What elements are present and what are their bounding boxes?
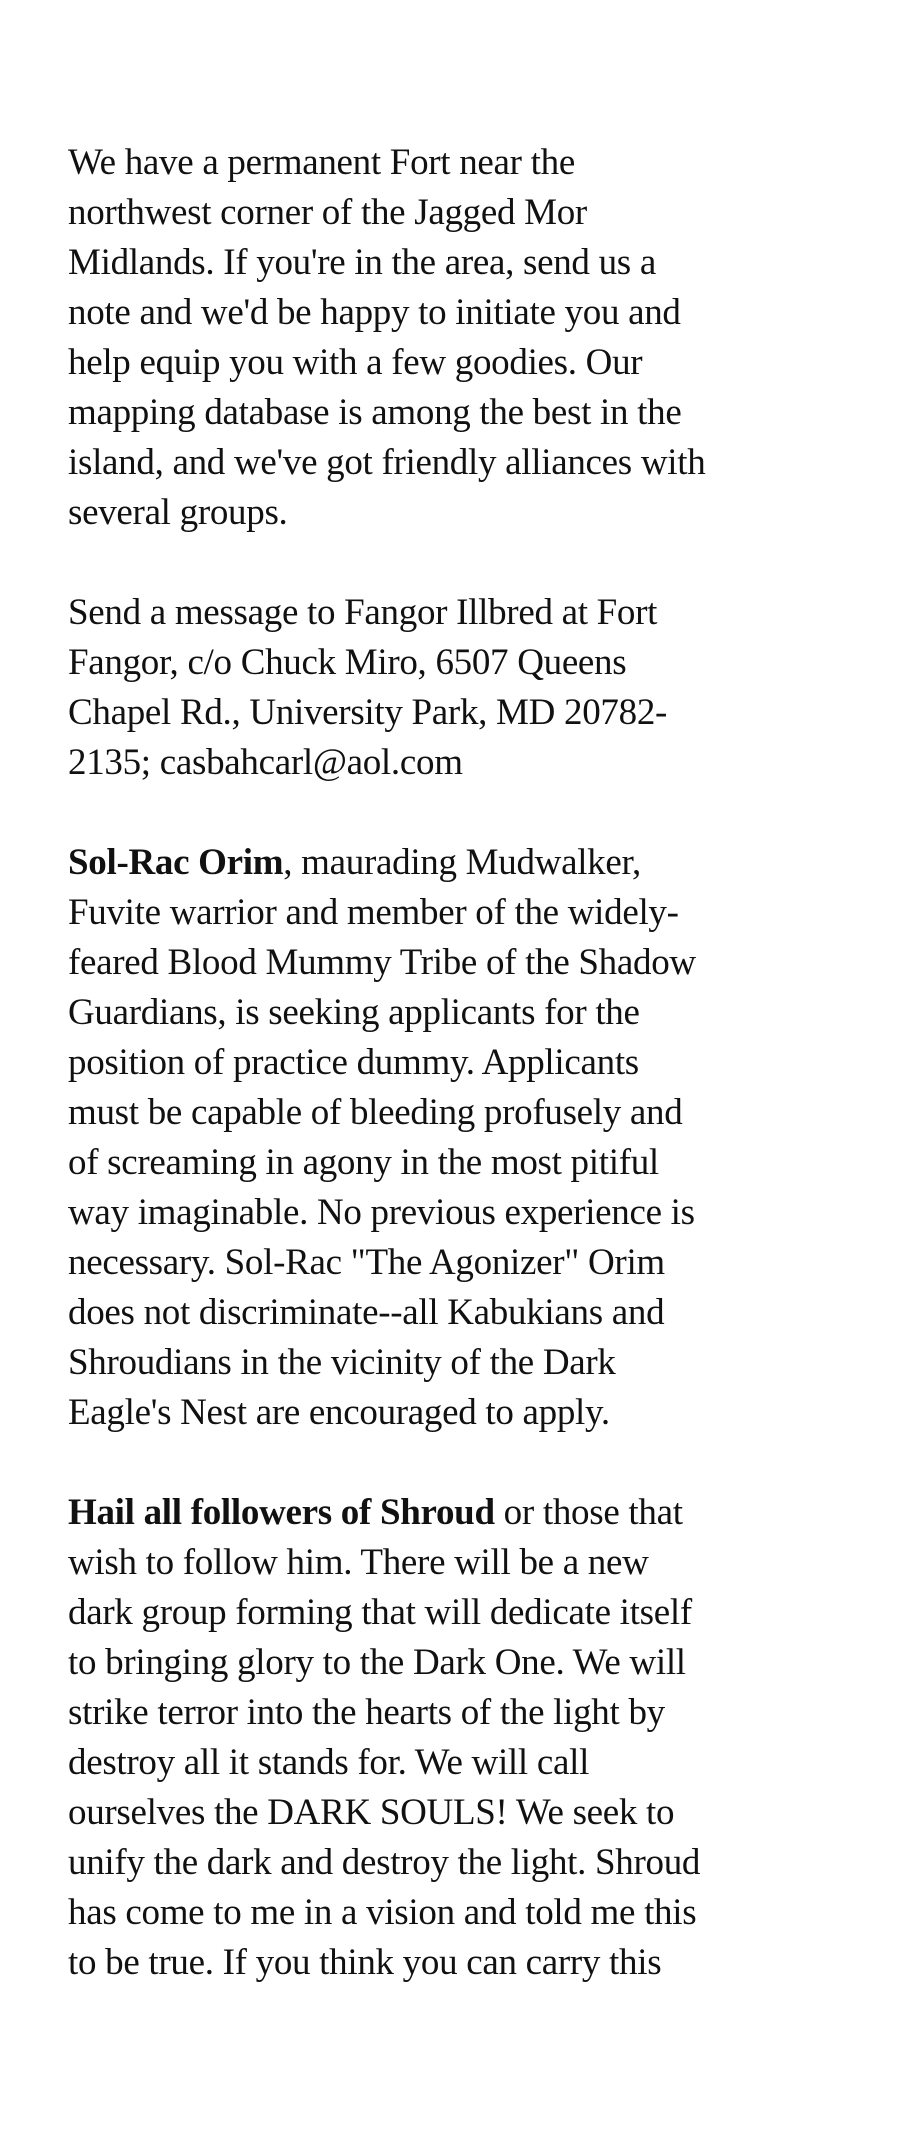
text-line: help equip you with a few goodies. Our	[68, 342, 643, 383]
text-line: Send a message to Fangor Illbred at Fort	[68, 592, 658, 633]
text-line: necessary. Sol-Rac "The Agonizer" Orim	[68, 1242, 665, 1283]
text-line: to bringing glory to the Dark One. We will	[68, 1642, 686, 1683]
text-line: island, and we've got friendly alliances with	[68, 442, 706, 483]
text-run: , maurading Mudwalker,	[283, 842, 641, 883]
text-line: ourselves the DARK SOULS! We seek to	[68, 1792, 675, 1833]
text-line: We have a permanent Fort near the	[68, 142, 575, 183]
text-line: destroy all it stands for. We will call	[68, 1742, 590, 1783]
text-line: Shroudians in the vicinity of the Dark	[68, 1342, 616, 1383]
text-line: Chapel Rd., University Park, MD 20782-	[68, 692, 668, 733]
text-line: strike terror into the hearts of the light by	[68, 1692, 665, 1733]
bold-name: Sol-Rac Orim	[68, 842, 284, 883]
text-line: unify the dark and destroy the light. Shroud	[68, 1842, 701, 1883]
document-column	[68, 138, 868, 2038]
text-line	[68, 1488, 868, 1538]
text-line: wish to follow him. There will be a new	[68, 1542, 649, 1583]
text-line: Fuvite warrior and member of the widely-	[68, 892, 679, 933]
text-line: note and we'd be happy to initiate you and	[68, 292, 681, 333]
text-line: does not discriminate--all Kabukians and	[68, 1292, 665, 1333]
text-line: mapping database is among the best in the	[68, 392, 682, 433]
text-line: northwest corner of the Jagged Mor	[68, 192, 587, 233]
text-line: way imaginable. No previous experience is	[68, 1192, 695, 1233]
text-line: Midlands. If you're in the area, send us a	[68, 242, 656, 283]
text-line: several groups.	[68, 492, 288, 533]
bold-heading: Hail all followers of Shroud	[68, 1492, 495, 1533]
text-line: Fangor, c/o Chuck Miro, 6507 Queens	[68, 642, 627, 683]
paragraph-fort-intro	[68, 138, 868, 538]
text-line: to be true. If you think you can carry this	[68, 1942, 662, 1983]
paragraph-contact-address	[68, 588, 868, 788]
text-line: feared Blood Mummy Tribe of the Shadow	[68, 942, 696, 983]
text-line	[68, 838, 868, 888]
text-line: dark group forming that will dedicate itself	[68, 1592, 692, 1633]
text-line: of screaming in agony in the most pitiful	[68, 1142, 659, 1183]
text-line: Guardians, is seeking applicants for the	[68, 992, 640, 1033]
text-line: has come to me in a vision and told me this	[68, 1892, 697, 1933]
text-run: or those that	[494, 1492, 683, 1533]
text-line: Eagle's Nest are encouraged to apply.	[68, 1392, 610, 1433]
text-line: 2135; casbahcarl@aol.com	[68, 742, 463, 783]
paragraph-dark-souls	[68, 1488, 868, 1988]
paragraph-sol-rac-ad	[68, 838, 868, 1438]
text-line: position of practice dummy. Applicants	[68, 1042, 639, 1083]
text-line: must be capable of bleeding profusely and	[68, 1092, 683, 1133]
